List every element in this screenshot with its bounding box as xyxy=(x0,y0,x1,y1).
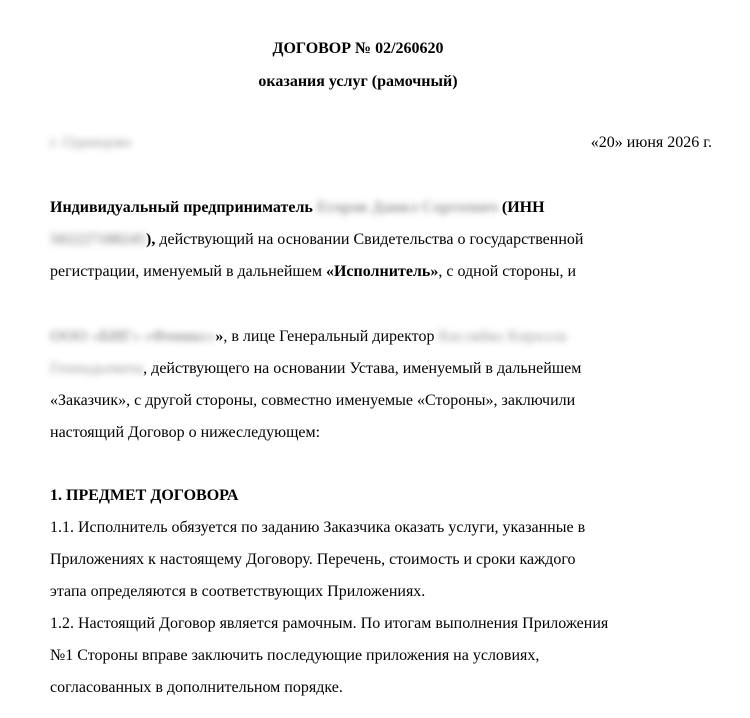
executor-line-1 xyxy=(50,192,714,224)
section-line: этапа определяются в соответствующих Приложениях. xyxy=(50,583,426,600)
section-line: 1.1. Исполнитель обязуется по заданию Заказчика оказать услуги, указанные в xyxy=(50,519,586,536)
executor-inn-redacted: 502227188245 xyxy=(50,231,146,248)
customer-company-redacted: ООО «БИГ» «Феникс» xyxy=(50,328,216,345)
customer-line-1 xyxy=(50,321,714,353)
section-line: согласованных в дополнительном порядке. xyxy=(50,679,343,696)
executor-inn-label: (ИНН xyxy=(497,199,545,216)
customer-represented: , в лице Генеральный директор xyxy=(223,328,439,345)
customer-line-3: «Заказчик», с другой стороны, совместно именуемые «Стороны», заключили xyxy=(50,392,576,409)
executor-type: Индивидуальный предприниматель xyxy=(50,199,317,216)
customer-quote-close: » xyxy=(215,328,224,345)
executor-name-redacted: Егоров Данил Сергеевич xyxy=(316,199,498,216)
executor-line-3 xyxy=(50,256,714,288)
customer-paragraph xyxy=(50,321,714,449)
executor-paragraph xyxy=(50,192,714,288)
customer-line-2 xyxy=(50,353,714,385)
customer-director-redacted: Кисляйко Кирилла xyxy=(438,328,567,345)
contract-date: «20» июня 2026 г. xyxy=(590,134,712,151)
customer-basis: , действующего на основании Устава, именуемый в дальнейшем xyxy=(143,360,582,377)
section-line: Приложениях к настоящему Договору. Перечень, стоимость и сроки каждого xyxy=(50,551,576,568)
executor-inn-close: ), xyxy=(146,231,156,248)
customer-line-4: настоящий Договор о нижеследующем: xyxy=(50,424,321,441)
section-heading: 1. ПРЕДМЕТ ДОГОВОРА xyxy=(50,487,239,504)
section-subject xyxy=(50,480,714,704)
executor-referred: регистрации, именуемый в дальнейшем xyxy=(50,263,326,280)
place-date-row xyxy=(50,134,712,156)
executor-line-2 xyxy=(50,224,714,256)
contract-title: ДОГОВОР № 02/260620 xyxy=(272,40,444,57)
section-line: 1.2. Настоящий Договор является рамочным. По итогам выполнения Приложения xyxy=(50,615,609,632)
executor-role: «Исполнитель» xyxy=(325,263,439,280)
contract-subtitle: оказания услуг (рамочный) xyxy=(258,73,458,90)
executor-basis: действующий на основании Свидетельства о государственной xyxy=(155,231,584,248)
section-line: №1 Стороны вправе заключить последующие приложения на условиях, xyxy=(50,647,540,664)
executor-side: , с одной стороны, и xyxy=(438,263,577,280)
customer-director-patronymic-redacted: Геннадьевича xyxy=(50,360,144,377)
city-redacted: г. Одинцово xyxy=(50,134,132,151)
